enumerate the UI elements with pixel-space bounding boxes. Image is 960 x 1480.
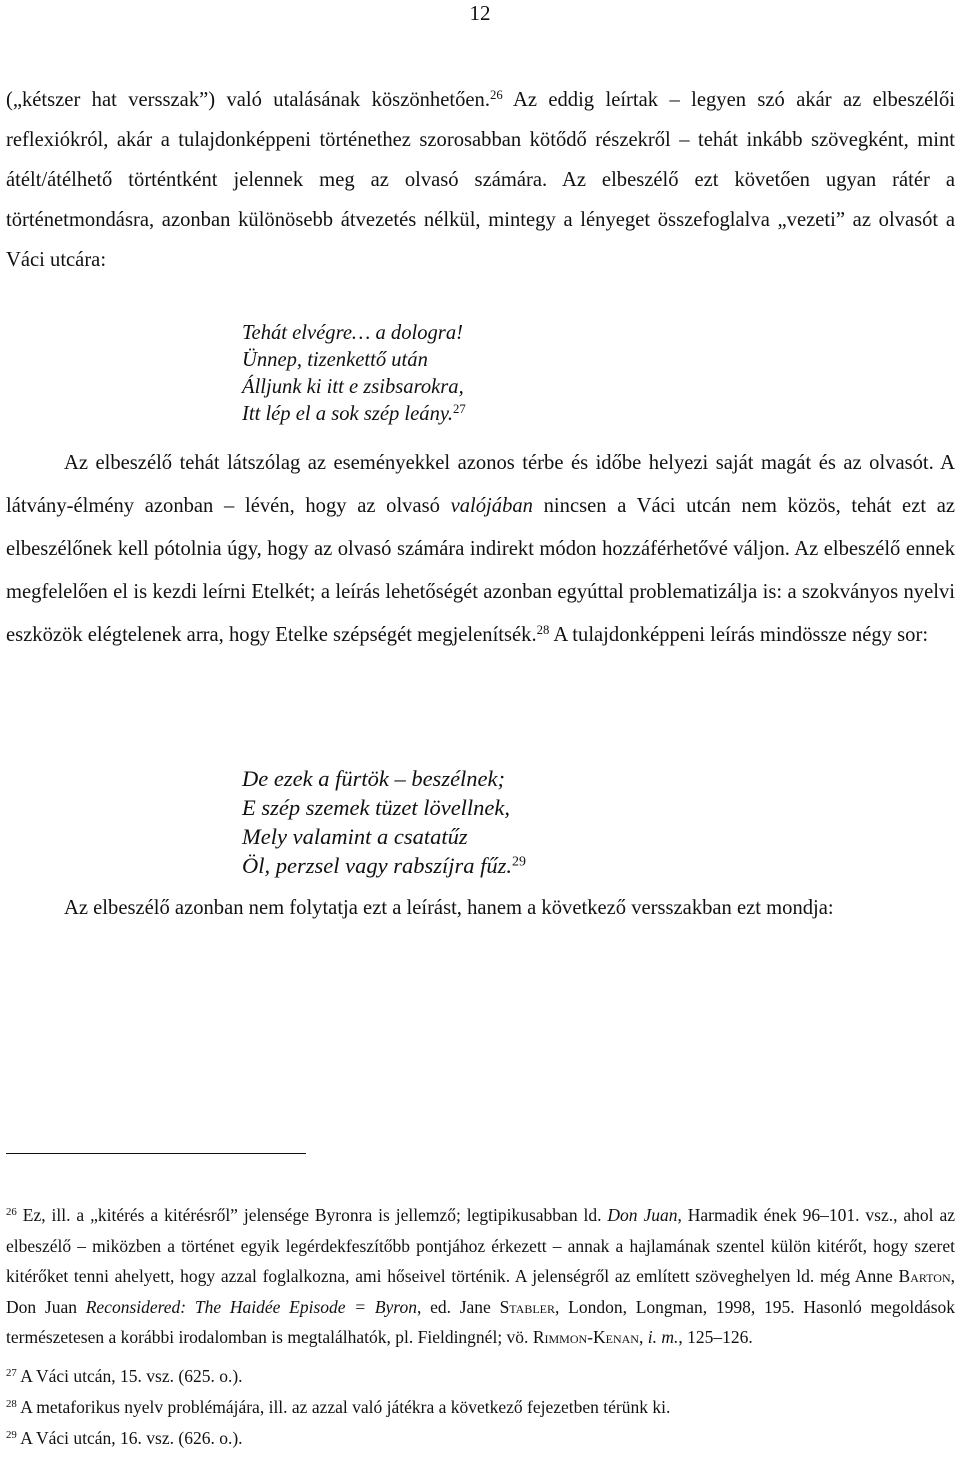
paragraph-1: [6, 80, 955, 280]
footnote-29-number: 29: [6, 1429, 17, 1442]
p2-emphasis: valójában: [450, 495, 533, 517]
footnote-28-number: 28: [6, 1398, 17, 1411]
footnote-26-number: 26: [6, 1206, 17, 1219]
p2-text-b: nincsen a Váci utcán nem közös, tehát ezt az elbeszélőnek kell pótolnia úgy, hogy az olvasó számára indirekt módon hozzáférhetővé váljon. Az elbeszélő ennek megfelelően el is kezdi leírni Etelkét; a leírás lehetőségét azonban egyúttal problematizálja is: a szokványos nyelvi eszközök elégtelenek arra, hogy Etelke szépségét megjelenítsék.: [6, 495, 956, 646]
footnote-26-text-1: Ez, ill. a „kitérés a kitérésről” jelensége Byronra is jellemző; legtipikusabban ld.: [16, 1205, 608, 1225]
verse-2-line-1: De ezek a fürtök – beszélnek;: [242, 766, 506, 791]
footnote-26-text-2: , Harmadik ének 96–101. vsz., ahol az elbeszélő – miközben a történet egyik legérdekfeszítőbb pontjához érkezett – annak a hajlamának szentel külön kitérőt, hogy szeret kitérőket tenni ahelyett, hogy azzal foglalkozna, ami hőseivel történik. A jelenségről az említett szöveghelyen ld. még Anne: [6, 1205, 955, 1286]
footnote-separator: [6, 1153, 306, 1154]
footnote-26-abbrev: i. m.: [647, 1327, 679, 1347]
footnote-ref-27: 27: [453, 401, 466, 416]
footnote-27-text: A Váci utcán, 15. vsz. (625. o.).: [16, 1366, 243, 1386]
footnote-29: [6, 1423, 955, 1454]
verse-2-line-3: Mely valamint a csatatűz: [242, 824, 468, 849]
footnote-26-text-5: , London, Longman, 1998, 195. Hasonló megoldások természetesen a korábbi irodalomban is megtalálhatók, pl. Fieldingnél; vö.: [6, 1296, 956, 1347]
footnote-26-title-2: Reconsidered: The Haidée Episode = Byron: [85, 1296, 417, 1317]
verse-1-line-4: [242, 401, 466, 428]
page-number: 12: [469, 1, 491, 25]
footnote-28: [6, 1392, 955, 1423]
footnote-26-author-1: Barton: [898, 1266, 951, 1286]
verse-1-line-1: Tehát elvégre… a dologra!: [242, 322, 463, 344]
verse-2-line-4-text: Öl, perzsel vagy rabszíjra fűz.: [242, 853, 512, 878]
verse-1-line-3: Álljunk ki itt e zsibsarokra,: [242, 376, 464, 398]
footnote-ref-28: 28: [536, 622, 550, 637]
footnote-28-text: A metaforikus nyelv problémájára, ill. az azzal való játékra a következő fejezetben térünk ki.: [16, 1397, 671, 1417]
footnote-26-author-3: Rimmon-Kenan: [532, 1327, 639, 1347]
footnote-26-text-6: ,: [638, 1327, 648, 1347]
footnote-26-author-2: Stabler: [499, 1296, 556, 1317]
footnote-26-text-3: , Don Juan: [6, 1266, 955, 1317]
verse-2-line-4: [242, 851, 526, 880]
footnote-26-text-7: , 125–126.: [678, 1327, 753, 1347]
verse-2-line-2: E szép szemek tüzet lövellnek,: [242, 795, 511, 820]
verse-1-line-4-text: Itt lép el a sok szép leány.: [242, 403, 454, 425]
p2-text-a: Az elbeszélő tehát látszólag az eseményekkel azonos térbe és időbe helyezi saját magát és az olvasót. A látvány-élmény azonban – lévén, hogy az olvasó: [6, 452, 955, 517]
footnote-ref-26: 26: [489, 87, 503, 102]
paragraph-2: [6, 442, 955, 657]
footnote-27-number: 27: [6, 1367, 17, 1380]
footnote-26-text-4: , ed. Jane: [416, 1296, 500, 1317]
footnote-ref-29: 29: [512, 854, 526, 870]
verse-quote-2: [242, 764, 526, 880]
footnote-29-text: A Váci utcán, 16. vsz. (626. o.).: [16, 1428, 243, 1448]
paragraph-3: Az elbeszélő azonban nem folytatja ezt a leírást, hanem a következő versszakban ezt mondja:: [64, 897, 834, 919]
p2-text-c: A tulajdonképpeni leírás mindössze négy sor:: [549, 624, 929, 646]
p1-text-b: Az eddig leírtak – legyen szó akár az elbeszélői reflexiókról, akár a tulajdonképpeni történethez szorosabban kötődő részekről – tehát inkább szövegként, mint átélt/átélhető történtként jelennek meg az olvasó számára. Az elbeszélő ezt követően ugyan rátér a történetmondásra, azonban különösebb átvezetés nélkül, mintegy a lényeget összefoglalva „vezeti” az olvasót a Váci utcára:: [6, 89, 955, 271]
p1-text-a: („kétszer hat versszak”) való utalásának köszönhetően.: [6, 89, 490, 111]
footnote-26-title-1: Don Juan: [607, 1205, 678, 1225]
verse-1-line-2: Ünnep, tizenkettő után: [242, 349, 428, 371]
footnote-27: [6, 1361, 955, 1392]
verse-quote-1: [242, 320, 466, 428]
footnote-26: [6, 1200, 955, 1353]
